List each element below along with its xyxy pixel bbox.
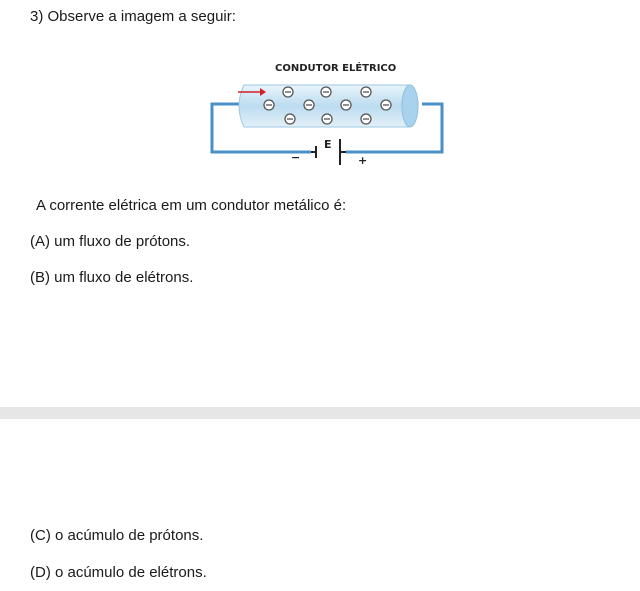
question-title: 3) Observe a imagem a seguir: xyxy=(30,8,236,25)
electron-icon xyxy=(304,100,314,110)
option-d[interactable]: (D) o acúmulo de elétrons. xyxy=(30,564,207,581)
option-c[interactable]: (C) o acúmulo de prótons. xyxy=(30,527,204,544)
electron-icon xyxy=(264,100,274,110)
battery-label: E xyxy=(324,138,332,151)
option-b[interactable]: (B) um fluxo de elétrons. xyxy=(30,269,194,286)
electron-icon xyxy=(321,87,331,97)
figure-title: CONDUTOR ELÉTRICO xyxy=(275,63,397,74)
question-stem: A corrente elétrica em um condutor metálico é: xyxy=(36,197,347,214)
electron-icon xyxy=(322,114,332,124)
page-divider xyxy=(0,407,640,419)
electron-icon xyxy=(283,87,293,97)
electron-icon xyxy=(361,87,371,97)
negative-terminal-label: − xyxy=(291,151,301,164)
positive-terminal-label: + xyxy=(358,154,368,167)
electron-icon xyxy=(285,114,295,124)
electron-icon xyxy=(361,114,371,124)
option-a[interactable]: (A) um fluxo de prótons. xyxy=(30,233,191,250)
electron-icon xyxy=(341,100,351,110)
electron-icon xyxy=(381,100,391,110)
circuit-figure xyxy=(200,55,450,170)
